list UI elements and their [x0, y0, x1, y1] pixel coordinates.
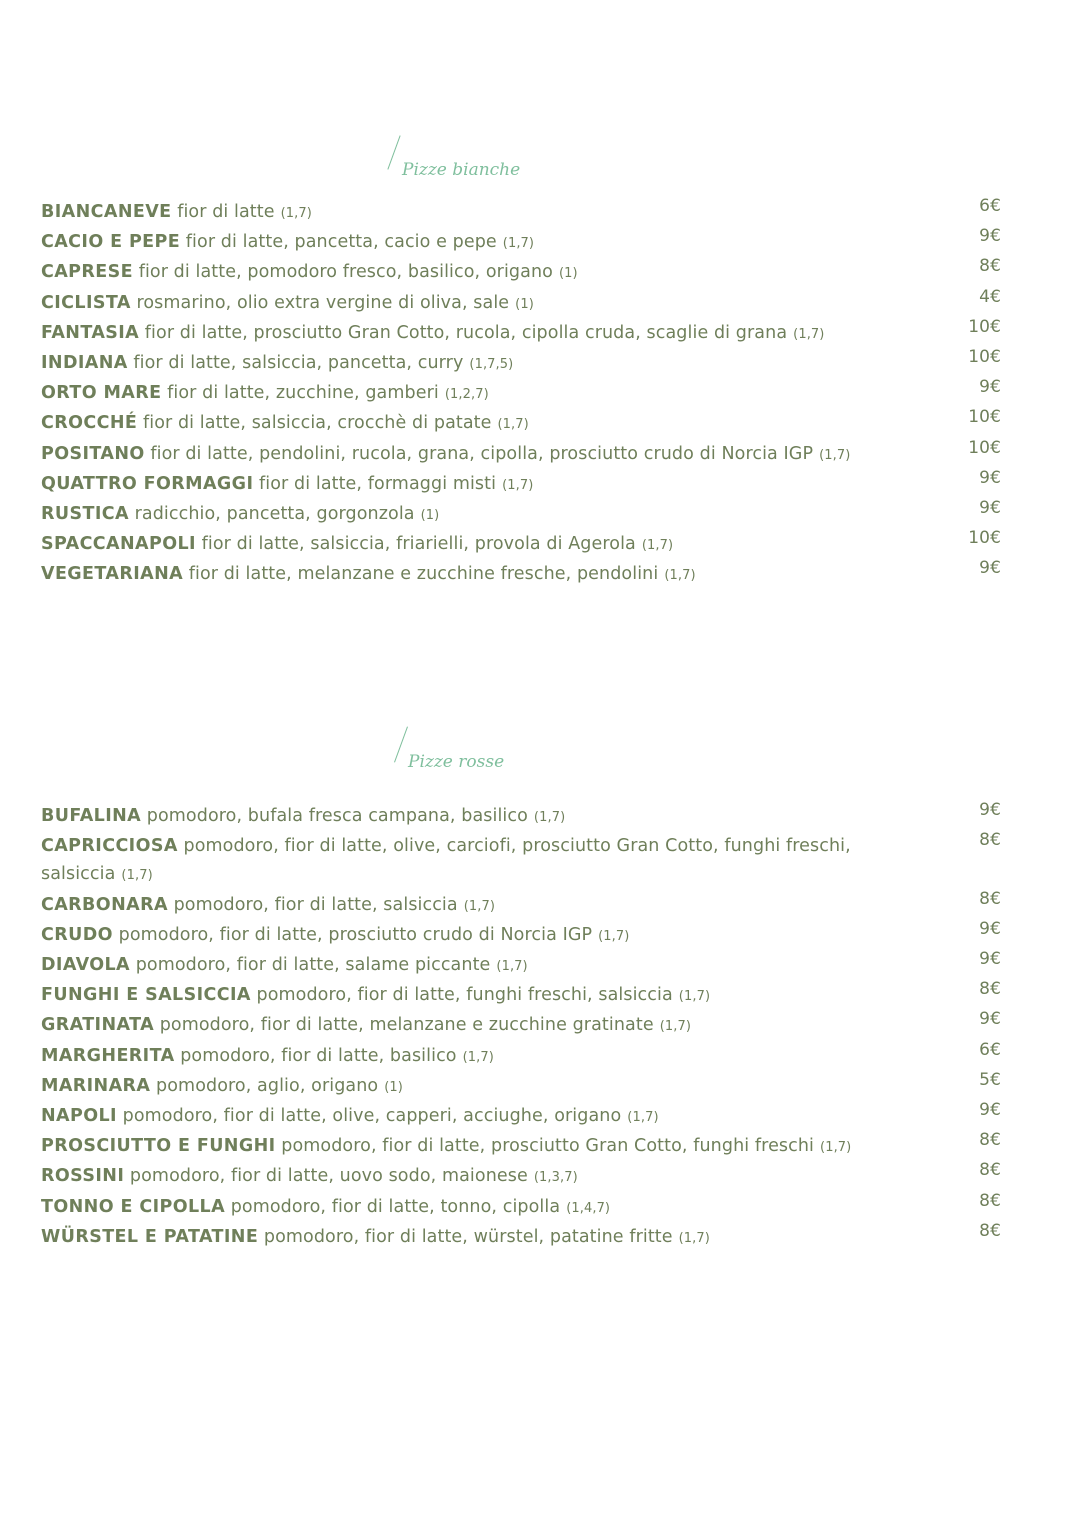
item-description: pomodoro, fior di latte, salame piccante [135, 955, 491, 976]
item-description: fior di latte, salsiccia, pancetta, curry [133, 353, 464, 374]
menu-item [41, 888, 1001, 921]
item-allergens: (1,7) [641, 538, 674, 554]
item-name: INDIANA [41, 353, 128, 374]
item-description: pomodoro, aglio, origano [156, 1075, 379, 1096]
item-description: fior di latte, pancetta, cacio e pepe [185, 232, 497, 253]
menu-item [41, 316, 1001, 349]
item-description: pomodoro, fior di latte, olive, carciofi, prosciutto Gran Cotto, funghi freschi, [183, 836, 851, 857]
item-price: 8€ [979, 256, 1001, 277]
item-price: 10€ [968, 528, 1001, 549]
item-name: SPACCANAPOLI [41, 534, 196, 555]
item-description: pomodoro, fior di latte, tonno, cipolla [230, 1196, 561, 1217]
item-name: RUSTICA [41, 504, 129, 525]
title-text: Pizze rosse [408, 752, 505, 772]
item-description: radicchio, pancetta, gorgonzola [134, 504, 415, 525]
item-name: CRUDO [41, 924, 113, 945]
item-name: ORTO MARE [41, 383, 162, 404]
item-allergens: (1) [515, 296, 534, 312]
item-price: 10€ [968, 316, 1001, 337]
menu-item [41, 1190, 1001, 1223]
menu-item [41, 500, 1001, 530]
menu-item [41, 1039, 1001, 1072]
item-name: CAPRESE [41, 262, 134, 283]
item-price: 9€ [979, 467, 1001, 488]
item-price: 8€ [979, 1130, 1001, 1151]
menu-item [41, 379, 1001, 409]
item-name: CROCCHÉ [41, 413, 138, 434]
item-name: ROSSINI [41, 1166, 125, 1187]
item-price: 9€ [979, 918, 1001, 939]
item-price: 9€ [979, 226, 1001, 247]
item-description: fior di latte [177, 202, 275, 222]
item-price: 6€ [979, 196, 1001, 216]
item-price: 8€ [979, 888, 1001, 909]
item-allergens: (1,7) [627, 1110, 659, 1126]
item-allergens: (1,7) [497, 417, 529, 433]
item-description: fior di latte, pomodoro fresco, basilico, origano [138, 262, 553, 283]
menu-item [41, 1220, 1001, 1253]
item-name: BIANCANEVE [41, 202, 172, 222]
item-allergens: (1,3,7) [533, 1170, 578, 1186]
item-allergens: (1,7) [502, 236, 535, 252]
item-name: WÜRSTEL E PATATINE [41, 1226, 259, 1247]
item-allergens: (1) [558, 266, 578, 282]
menu-item [41, 349, 1001, 379]
item-allergens: (1,7) [496, 959, 528, 975]
menu-list-rosse [41, 802, 1001, 1253]
item-allergens: (1,7) [664, 568, 696, 584]
menu-list-bianche [41, 198, 1001, 591]
item-price: 8€ [979, 830, 1001, 851]
menu-item [41, 1102, 1001, 1132]
title-text: Pizze bianche [402, 160, 521, 180]
item-price: 10€ [968, 437, 1001, 458]
item-allergens: (1,7) [502, 477, 534, 493]
item-allergens: (1,7,5) [469, 357, 514, 373]
menu-item [41, 951, 1001, 981]
item-name: GRATINATA [41, 1015, 155, 1036]
item-name: BUFALINA [41, 806, 142, 826]
item-name: NAPOLI [41, 1106, 117, 1127]
item-line [41, 832, 921, 860]
item-price: 10€ [968, 407, 1001, 428]
item-name: VEGETARIANA [41, 564, 184, 585]
item-name: QUATTRO FORMAGGI [41, 473, 254, 494]
menu-item [41, 1069, 1001, 1102]
item-name: FANTASIA [41, 322, 140, 343]
item-price: 8€ [979, 979, 1001, 1000]
item-description-cont: salsiccia [41, 864, 116, 885]
menu-item [41, 530, 1001, 560]
item-description: pomodoro, fior di latte, salsiccia [173, 894, 458, 915]
item-allergens: (1,7) [820, 1140, 852, 1156]
item-allergens: (1) [384, 1079, 403, 1095]
section-title-bianche [372, 136, 542, 206]
item-description: fior di latte, melanzane e zucchine fresche, pendolini [188, 564, 659, 585]
menu-item [41, 1162, 1001, 1192]
item-description: fior di latte, zucchine, gamberi [167, 383, 439, 404]
item-name: DIAVOLA [41, 955, 131, 976]
item-price: 5€ [979, 1069, 1001, 1090]
item-name: MARINARA [41, 1075, 151, 1096]
item-allergens: (1,7) [819, 447, 851, 463]
item-allergens: (1,7) [121, 868, 153, 884]
item-description: pomodoro, fior di latte, melanzane e zucchine gratinate [159, 1015, 654, 1036]
item-price: 6€ [979, 1039, 1001, 1060]
item-price: 10€ [968, 347, 1001, 368]
item-price: 9€ [979, 1009, 1001, 1030]
menu-item [41, 198, 1001, 228]
item-price: 4€ [979, 286, 1001, 307]
item-name: FUNGHI E SALSICCIA [41, 985, 251, 1006]
item-allergens: (1,7) [659, 1019, 692, 1035]
item-allergens: (1,7) [598, 928, 630, 944]
item-description: pomodoro, fior di latte, prosciutto Gran Cotto, funghi freschi [281, 1136, 815, 1157]
menu-item [41, 409, 1001, 439]
menu-item [41, 437, 1001, 470]
menu-item [41, 228, 1001, 258]
item-description: pomodoro, fior di latte, würstel, patatine fritte [263, 1226, 673, 1247]
menu-item [41, 918, 1001, 951]
item-description: pomodoro, fior di latte, prosciutto crudo di Norcia IGP [118, 924, 593, 945]
item-name: CARBONARA [41, 894, 168, 915]
menu-item [41, 981, 1001, 1011]
menu-item [41, 560, 1001, 590]
item-name: CAPRICCIOSA [41, 836, 178, 857]
item-allergens: (1,2,7) [444, 387, 489, 403]
item-price: 8€ [979, 1160, 1001, 1181]
menu-item [41, 258, 1001, 288]
item-price: 9€ [979, 949, 1001, 970]
item-allergens: (1,7) [280, 206, 312, 221]
item-description: pomodoro, bufala fresca campana, basilico [146, 806, 528, 826]
item-description: fior di latte, pendolini, rucola, grana, cipolla, prosciutto crudo di Norcia IGP [150, 443, 814, 464]
menu-item [41, 802, 1001, 832]
item-name: TONNO E CIPOLLA [41, 1196, 226, 1217]
item-price: 9€ [979, 498, 1001, 519]
item-allergens: (1,4,7) [566, 1200, 611, 1216]
item-allergens: (1,7) [678, 989, 711, 1005]
item-price: 8€ [979, 1220, 1001, 1241]
item-allergens: (1,7) [793, 326, 825, 342]
item-name: POSITANO [41, 443, 145, 464]
menu-item [41, 467, 1001, 500]
menu-item [41, 286, 1001, 319]
item-price: 9€ [979, 800, 1001, 820]
item-description: rosmarino, olio extra vergine di oliva, sale [136, 292, 510, 313]
menu-item [41, 1011, 1001, 1041]
item-description: pomodoro, fior di latte, basilico [180, 1045, 457, 1066]
item-description: pomodoro, fior di latte, olive, capperi, acciughe, origano [122, 1106, 622, 1127]
menu-item [41, 832, 1001, 890]
item-allergens: (1,7) [678, 1230, 710, 1246]
item-name: PROSCIUTTO E FUNGHI [41, 1136, 276, 1157]
item-description: fior di latte, salsiccia, crocchè di patate [142, 413, 492, 434]
item-price: 9€ [979, 377, 1001, 398]
item-description: fior di latte, salsiccia, friarielli, provola di Agerola [201, 534, 636, 555]
item-allergens: (1,7) [463, 898, 496, 914]
menu-item [41, 1132, 1001, 1162]
item-name: MARGHERITA [41, 1045, 175, 1066]
item-price: 9€ [979, 1100, 1001, 1121]
item-price: 9€ [979, 558, 1001, 579]
item-name: CICLISTA [41, 292, 131, 313]
item-allergens: (1,7) [462, 1049, 494, 1065]
item-description: fior di latte, formaggi misti [259, 473, 497, 494]
item-description: pomodoro, fior di latte, funghi freschi, salsiccia [256, 985, 673, 1006]
item-allergens: (1,7) [533, 810, 566, 825]
item-price: 8€ [979, 1190, 1001, 1211]
item-allergens: (1) [420, 508, 440, 524]
item-description: fior di latte, prosciutto Gran Cotto, rucola, cipolla cruda, scaglie di grana [144, 322, 788, 343]
item-name: CACIO E PEPE [41, 232, 181, 253]
item-description: pomodoro, fior di latte, uovo sodo, maionese [129, 1166, 528, 1187]
section-title-rosse [382, 722, 532, 792]
